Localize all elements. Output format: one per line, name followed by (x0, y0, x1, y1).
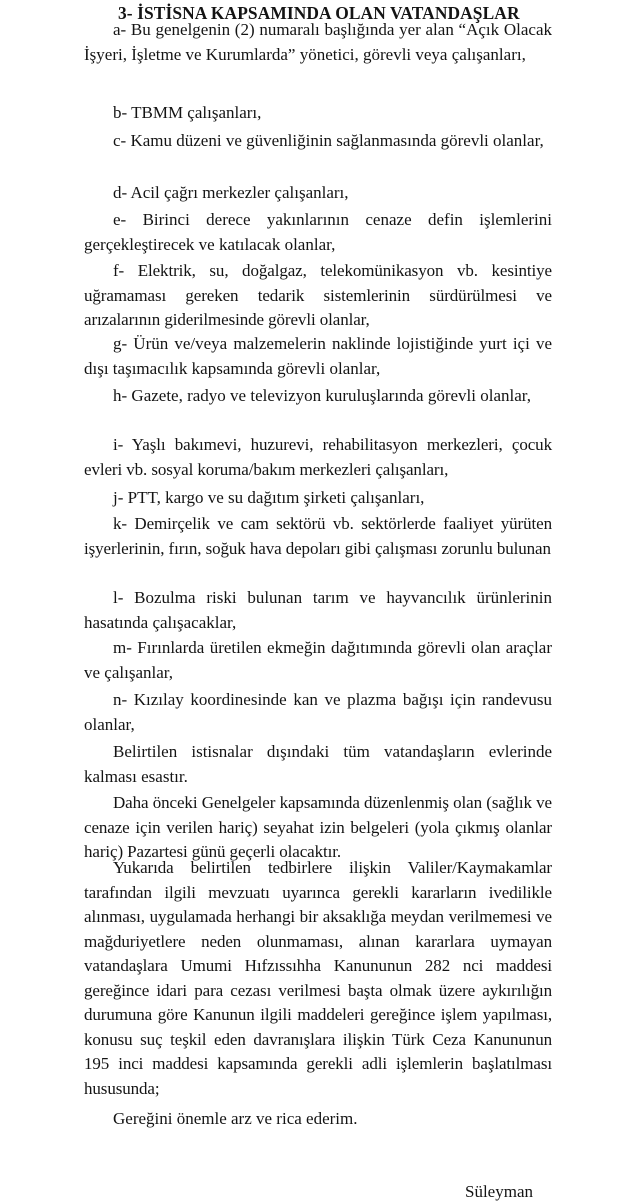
list-item-c: c- Kamu düzeni ve güvenliğinin sağlanmasında görevli olanlar, (113, 131, 544, 150)
list-item-m: m- Fırınlarda üretilen ekmeğin dağıtımında görevli olan araçlar ve çalışanlar, (84, 638, 552, 682)
list-item-a: a- Bu genelgenin (2) numaralı başlığında yer alan “Açık Olacak İşyeri, İşletme ve Kurumlarda” yönetici, görevli veya çalışanları, (84, 20, 552, 64)
list-item-k: k- Demirçelik ve cam sektörü vb. sektörlerde faaliyet yürüten işyerlerinin, fırın, soğuk hava depoları gibi çalışması zorunlu bulunan (84, 514, 552, 558)
list-item-f: f- Elektrik, su, doğalgaz, telekomünikasyon vb. kesintiye uğramaması gereken tedarik sistemlerinin sürdürülmesi ve arızalarının giderilmesinde görevli olanlar, (84, 261, 552, 329)
section-heading: 3- İSTİSNA KAPSAMINDA OLAN VATANDAŞLAR (118, 3, 520, 23)
exception-note: Belirtilen istisnalar dışındaki tüm vatandaşların evlerinde kalması esastır. (84, 742, 552, 786)
signature-name: Süleyman (465, 1182, 533, 1201)
closing-line: Gereğini önemle arz ve rica ederim. (113, 1109, 358, 1128)
list-item-n: n- Kızılay koordinesinde kan ve plazma bağışı için randevusu olanlar, (84, 690, 552, 734)
list-item-b: b- TBMM çalışanları, (113, 103, 262, 122)
travel-permit-note: Daha önceki Genelgeler kapsamında düzenlenmiş olan (sağlık ve cenaze için verilen hariç) seyahat izin belgeleri (yola çıkmış olanlar hariç) Pazartesi günü geçerli olacaktır. (84, 793, 552, 861)
measures-paragraph: Yukarıda belirtilen tedbirlere ilişkin Valiler/Kaymakamlar tarafından ilgili mevzuatı uyarınca gerekli kararların ivedilikle alınması, uygulamada herhangi bir aksaklığa meydan verilmemesi ve mağduriyetlere neden olunmaması, alınan kararlara uymayan vatandaşlara Umumi Hıfzıssıhha Kanununun 282 nci maddesi gereğince idari para cezası verilmesi başta olmak üzere aykırılığın durumuna göre Kanunun ilgili maddeleri gereğince işlem yapılması, konusu suç teşkil eden davranışlara ilişkin Türk Ceza Kanununun 195 inci maddesi kapsamında gerekli adli işlemlerin başlatılması hususunda; (84, 858, 552, 1098)
list-item-l: l- Bozulma riski bulunan tarım ve hayvancılık ürünlerinin hasatında çalışacaklar, (84, 588, 552, 632)
list-item-h: h- Gazete, radyo ve televizyon kuruluşlarında görevli olanlar, (113, 386, 532, 405)
list-item-d: d- Acil çağrı merkezler çalışanları, (113, 183, 349, 202)
list-item-i: i- Yaşlı bakımevi, huzurevi, rehabilitasyon merkezleri, çocuk evleri vb. sosyal koruma/bakım merkezleri çalışanları, (84, 435, 552, 479)
list-item-g: g- Ürün ve/veya malzemelerin naklinde lojistiğinde yurt içi ve dışı taşımacılık kapsamında görevli olanlar, (84, 334, 552, 378)
list-item-e: e- Birinci derece yakınlarının cenaze defin işlemlerini gerçekleştirecek ve katılacak olanlar, (84, 210, 552, 254)
list-item-j: j- PTT, kargo ve su dağıtım şirketi çalışanları, (113, 488, 425, 507)
